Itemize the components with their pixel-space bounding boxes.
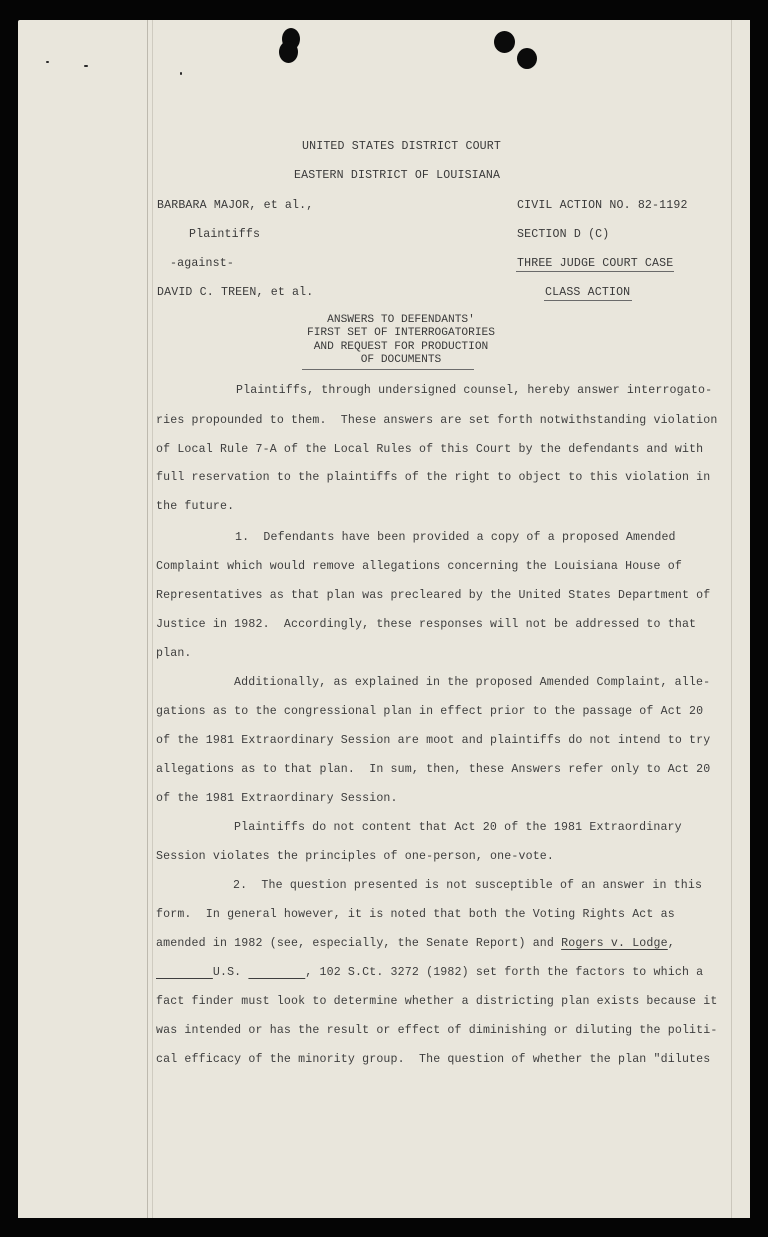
answer2-line-4-text: , 102 S.Ct. 3272 (1982) set forth the factors to which a xyxy=(305,966,704,979)
blank-page-field xyxy=(248,966,305,979)
plaintiff-name: BARBARA MAJOR, et al., xyxy=(157,199,314,212)
answer2-line-5: fact finder must look to determine whether a districting plan exists because it xyxy=(156,995,718,1008)
answer1-line-4: Justice in 1982. Accordingly, these responses will not be addressed to that xyxy=(156,618,697,631)
answer1-line-5: plan. xyxy=(156,647,192,660)
title-line-4: OF DOCUMENTS xyxy=(360,354,442,367)
intro-line-5: the future. xyxy=(156,500,235,513)
class-action-underline xyxy=(544,300,632,301)
punch-hole-icon xyxy=(494,31,515,53)
left-margin-line-outer xyxy=(147,20,148,1218)
punch-hole-icon xyxy=(517,48,537,69)
blank-volume-field xyxy=(156,966,213,979)
intro-line-1: Plaintiffs, through undersigned counsel, hereby answer interrogato- xyxy=(236,384,713,397)
ink-speck xyxy=(180,72,182,75)
left-margin-line-inner xyxy=(152,20,153,1218)
answer2-line-3 xyxy=(156,937,675,951)
class-action-label: CLASS ACTION xyxy=(545,286,631,299)
case-citation-rogers-v-lodge: Rogers v. Lodge xyxy=(561,937,668,950)
three-judge-underline xyxy=(516,271,674,272)
document-title xyxy=(300,314,502,368)
plaintiff-role: Plaintiffs xyxy=(189,228,261,241)
ink-speck xyxy=(46,61,49,63)
intro-line-2: ries propounded to them. These answers are set forth notwithstanding violation xyxy=(156,414,718,427)
contention-line-1: Plaintiffs do not content that Act 20 of the 1981 Extraordinary xyxy=(234,821,682,834)
right-margin-line xyxy=(731,20,732,1218)
intro-line-3: of Local Rule 7-A of the Local Rules of this Court by the defendants and with xyxy=(156,443,704,456)
court-district: EASTERN DISTRICT OF LOUISIANA xyxy=(294,169,501,182)
additional-line-4: allegations as to that plan. In sum, then, these Answers refer only to Act 20 xyxy=(156,763,711,776)
contention-line-2: Session violates the principles of one-person, one-vote. xyxy=(156,850,555,863)
additional-line-5: of the 1981 Extraordinary Session. xyxy=(156,792,398,805)
punch-hole-icon xyxy=(279,41,298,63)
three-judge-label: THREE JUDGE COURT CASE xyxy=(517,257,674,270)
ink-speck xyxy=(84,65,88,67)
answer1-line-2: Complaint which would remove allegations concerning the Louisiana House of xyxy=(156,560,682,573)
answer2-line-3-comma: , xyxy=(667,937,675,950)
additional-line-3: of the 1981 Extraordinary Session are moot and plaintiffs do not intend to try xyxy=(156,734,711,747)
intro-line-4: full reservation to the plaintiffs of the right to object to this violation in xyxy=(156,471,711,484)
court-name: UNITED STATES DISTRICT COURT xyxy=(302,140,502,153)
versus-label: -against- xyxy=(170,257,234,270)
answer2-line-1: 2. The question presented is not susceptible of an answer in this xyxy=(233,879,703,892)
answer2-line-7: cal efficacy of the minority group. The question of whether the plan "dilutes xyxy=(156,1053,711,1066)
civil-action-number: CIVIL ACTION NO. 82-1192 xyxy=(517,199,688,212)
answer2-line-3-text: amended in 1982 (see, especially, the Senate Report) and xyxy=(156,937,562,950)
additional-line-2: gations as to the congressional plan in effect prior to the passage of Act 20 xyxy=(156,705,704,718)
answer2-line-6: was intended or has the result or effect of diminishing or diluting the politi- xyxy=(156,1024,718,1037)
title-line-1: ANSWERS TO DEFENDANTS' xyxy=(327,314,475,326)
additional-line-1: Additionally, as explained in the proposed Amended Complaint, alle- xyxy=(234,676,711,689)
defendant-name: DAVID C. TREEN, et al. xyxy=(157,286,314,299)
title-line-2: FIRST SET OF INTERROGATORIES xyxy=(307,327,495,340)
answer2-line-2: form. In general however, it is noted that both the Voting Rights Act as xyxy=(156,908,675,921)
us-reporter-label: U.S. xyxy=(212,966,249,979)
section-label: SECTION D (C) xyxy=(517,228,610,241)
title-underline xyxy=(302,369,474,370)
answer1-line-1: 1. Defendants have been provided a copy of a proposed Amended xyxy=(235,531,676,544)
title-line-3: AND REQUEST FOR PRODUCTION xyxy=(313,340,489,353)
answer1-line-3: Representatives as that plan was precleared by the United States Department of xyxy=(156,589,711,602)
answer2-line-4 xyxy=(156,966,703,980)
